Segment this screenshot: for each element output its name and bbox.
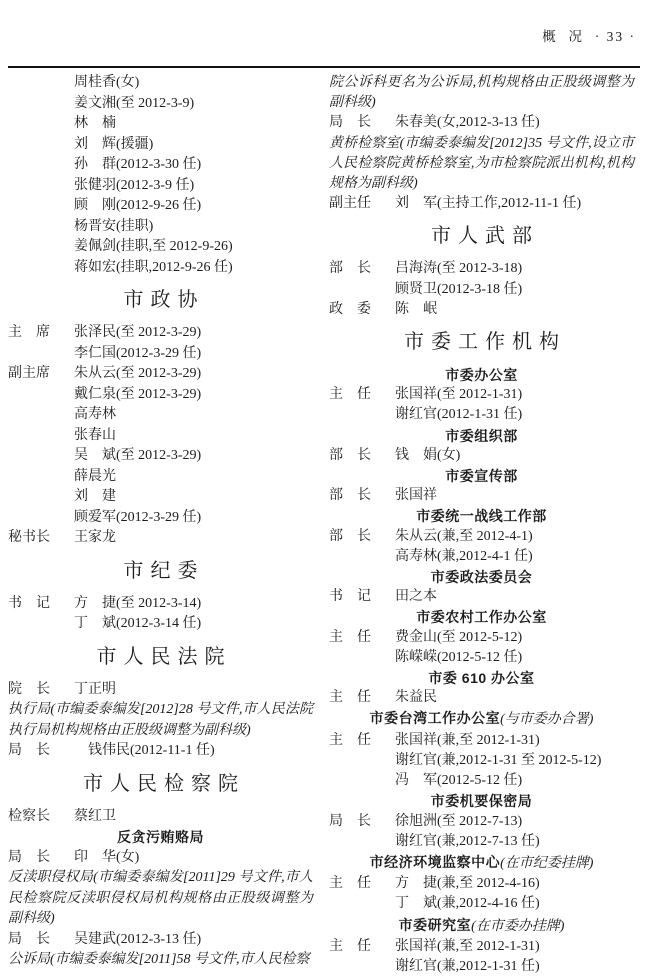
person-name: 朱春美(女,2012-3-13 任) bbox=[395, 115, 540, 131]
position-entry bbox=[8, 680, 313, 701]
position-entry bbox=[329, 113, 634, 133]
continuation-line bbox=[8, 405, 313, 426]
name-line bbox=[8, 196, 313, 217]
person-name: 顾爱军(2012-3-29 任) bbox=[74, 509, 202, 525]
section-title: 概 况 bbox=[542, 29, 584, 44]
continuation-line bbox=[8, 487, 313, 508]
name-line bbox=[8, 114, 313, 135]
person-name: 薛晨光 bbox=[74, 468, 116, 484]
continuation-line bbox=[8, 614, 313, 635]
subsection-heading bbox=[329, 915, 634, 937]
person-name: 丁正明 bbox=[74, 681, 116, 697]
position-label: 副主任 bbox=[329, 196, 371, 212]
position-entry bbox=[329, 688, 634, 708]
subsection-heading bbox=[329, 466, 634, 486]
subsection-heading bbox=[329, 365, 634, 385]
person-name: 高寿林 bbox=[74, 407, 116, 422]
position-label: 部 长 bbox=[329, 528, 371, 544]
person-name: 张国祥(兼,至 2012-1-31) bbox=[395, 732, 540, 748]
continuation-line bbox=[8, 467, 313, 488]
person-name: 钱 娟(女) bbox=[395, 447, 461, 463]
subsection-heading bbox=[329, 791, 634, 811]
person-name: 冯 军(2012-5-12 任) bbox=[395, 773, 523, 789]
name-line bbox=[8, 258, 313, 279]
position-label: 部 长 bbox=[329, 261, 371, 277]
person-name: 谢红官(兼,2012-1-31 至 2012-5-12) bbox=[395, 752, 602, 768]
org-note: 院公诉科更名为公诉局,机构规格由正股级调整为副科级) bbox=[329, 75, 634, 111]
continuation-line bbox=[329, 405, 634, 425]
person-name: 刘 辉(援疆) bbox=[74, 136, 154, 152]
person-name: 张健羽(2012-3-9 任) bbox=[74, 177, 195, 193]
continuation-line bbox=[8, 426, 313, 447]
name-line bbox=[8, 237, 313, 258]
person-name: 朱益民 bbox=[395, 690, 437, 706]
position-label: 政 委 bbox=[329, 301, 371, 317]
left-column bbox=[8, 73, 313, 977]
person-name: 陈嵘嵘(2012-5-12 任) bbox=[395, 649, 523, 665]
position-label: 局 长 bbox=[329, 813, 371, 829]
org-note: 公诉局(市编委泰编发[2011]58 号文件,市人民检察 bbox=[8, 952, 310, 967]
person-name: 杨晋安(挂职) bbox=[74, 218, 154, 234]
subsection-heading bbox=[329, 567, 634, 587]
continuation-line bbox=[329, 771, 634, 791]
person-name: 顾贤卫(2012-3-18 任) bbox=[395, 281, 523, 297]
position-label: 部 长 bbox=[329, 447, 371, 463]
person-name: 钱伟民(2012-11-1 任) bbox=[74, 743, 215, 758]
subsection-heading bbox=[329, 708, 634, 730]
position-label: 院 长 bbox=[8, 681, 50, 697]
person-name: 张国祥 bbox=[395, 488, 437, 504]
name-line bbox=[8, 176, 313, 197]
subsection-title: 市经济环境监察中心 bbox=[369, 853, 501, 870]
continuation-line bbox=[8, 385, 313, 406]
continuation-line bbox=[8, 446, 313, 467]
position-entry bbox=[329, 874, 634, 894]
continuation-line bbox=[8, 344, 313, 365]
position-label: 秘书长 bbox=[8, 530, 50, 545]
subsection-title: 市委研究室 bbox=[398, 916, 472, 933]
person-name: 吴建武(2012-3-13 任) bbox=[74, 931, 202, 947]
section-heading: 市人民检察院 bbox=[83, 772, 245, 795]
subsection-heading bbox=[329, 852, 634, 874]
right-column bbox=[329, 73, 634, 977]
position-entry bbox=[329, 628, 634, 648]
position-label: 局 长 bbox=[329, 115, 371, 131]
person-name: 谢红官(兼,2012-1-31 任) bbox=[395, 958, 540, 974]
name-line bbox=[8, 94, 313, 115]
person-name: 刘 建 bbox=[74, 489, 116, 504]
page-number: · 33 · bbox=[594, 29, 636, 44]
position-entry bbox=[8, 528, 313, 549]
position-entry bbox=[329, 731, 634, 751]
person-name: 蒋如宏(挂职,2012-9-26 任) bbox=[74, 259, 233, 275]
subsection-heading bbox=[329, 426, 634, 446]
position-entry bbox=[329, 527, 634, 547]
person-name: 张国祥(兼,至 2012-1-31) bbox=[395, 938, 540, 954]
position-label: 主 任 bbox=[329, 732, 371, 748]
position-label: 主 任 bbox=[329, 876, 371, 892]
position-entry bbox=[329, 937, 634, 957]
person-name: 方 捷(兼,至 2012-4-16) bbox=[395, 876, 540, 892]
position-entry bbox=[329, 194, 634, 214]
person-name: 丁 斌(2012-3-14 任) bbox=[74, 616, 202, 631]
position-entry bbox=[329, 587, 634, 607]
person-name: 蔡红卫 bbox=[74, 808, 116, 824]
name-line bbox=[8, 73, 313, 94]
position-label: 主 任 bbox=[329, 629, 371, 645]
person-name: 朱从云(至 2012-3-29) bbox=[74, 366, 202, 381]
position-label: 主 任 bbox=[329, 938, 371, 954]
subsection-heading bbox=[329, 506, 634, 526]
running-head bbox=[8, 9, 640, 61]
person-name: 姜文湘(至 2012-3-9) bbox=[74, 95, 195, 111]
position-entry bbox=[8, 930, 313, 951]
person-name: 费金山(至 2012-5-12) bbox=[395, 629, 523, 645]
section-heading: 市人民法院 bbox=[96, 645, 232, 668]
position-label: 主 席 bbox=[8, 325, 50, 340]
person-name: 刘 军(主持工作,2012-11-1 任) bbox=[395, 196, 582, 212]
person-name: 吴 斌(至 2012-3-29) bbox=[74, 448, 202, 463]
name-line bbox=[8, 155, 313, 176]
person-name: 林 楠 bbox=[74, 116, 116, 131]
person-name: 高寿林(兼,2012-4-1 任) bbox=[395, 548, 533, 564]
continuation-line bbox=[329, 832, 634, 852]
position-label: 局 长 bbox=[8, 849, 50, 865]
position-label: 部 长 bbox=[329, 488, 371, 504]
person-name: 李仁国(2012-3-29 任) bbox=[74, 345, 202, 361]
person-name: 张春山 bbox=[74, 427, 116, 443]
person-name: 田之本 bbox=[395, 589, 437, 605]
position-entry bbox=[329, 300, 634, 320]
org-note: 反渎职侵权局(市编委泰编发[2011]29 号文件,市人民检察院反渎职侵权局机构规格由正股级调整为副科级) bbox=[8, 870, 313, 926]
person-name: 顾 刚(2012-9-26 任) bbox=[74, 198, 202, 213]
person-name: 谢红官(兼,2012-7-13 任) bbox=[395, 833, 540, 849]
subsection-title: 市委台湾工作办公室 bbox=[369, 710, 501, 727]
section-heading: 市人武部 bbox=[431, 225, 539, 248]
position-entry bbox=[329, 446, 634, 466]
continuation-line bbox=[329, 547, 634, 567]
subsection-title: 市委组织部 bbox=[445, 427, 518, 444]
position-label: 副主席 bbox=[8, 366, 50, 381]
subsection-title: 市委统一战线工作部 bbox=[416, 508, 547, 525]
position-entry bbox=[329, 486, 634, 506]
section-heading: 市纪委 bbox=[123, 559, 205, 582]
position-label: 书 记 bbox=[8, 595, 50, 611]
subsection-title: 市委 610 办公室 bbox=[428, 670, 535, 687]
org-note: 执行局(市编委泰编发[2012]28 号文件,市人民法院执行局机构规格由正股级调整为副科级) bbox=[8, 702, 313, 738]
position-entry bbox=[8, 741, 313, 762]
name-line bbox=[8, 135, 313, 156]
subsection-title: 市委农村工作办公室 bbox=[416, 609, 547, 626]
subsection-note: (在市纪委挂牌) bbox=[500, 855, 594, 871]
section-heading: 市政协 bbox=[123, 289, 205, 311]
person-name: 印 华(女) bbox=[74, 849, 140, 865]
position-label: 局 长 bbox=[8, 743, 50, 758]
subsection-title: 市委办公室 bbox=[445, 367, 518, 384]
subsection-title: 市委机要保密局 bbox=[430, 793, 533, 810]
page-header bbox=[0, 0, 650, 68]
person-name: 姜佩剑(挂职,至 2012-9-26) bbox=[74, 239, 233, 254]
person-name: 张泽民(至 2012-3-29) bbox=[74, 325, 202, 340]
person-name: 吕海涛(至 2012-3-18) bbox=[395, 261, 523, 277]
position-entry bbox=[329, 385, 634, 405]
position-label: 检察长 bbox=[8, 808, 50, 824]
two-column-body bbox=[0, 68, 650, 977]
name-line bbox=[8, 217, 313, 238]
person-name: 徐旭洲(至 2012-7-13) bbox=[395, 813, 523, 829]
subsection-title: 市委宣传部 bbox=[445, 468, 518, 485]
person-name: 王家龙 bbox=[74, 530, 116, 545]
subsection-heading bbox=[329, 607, 634, 627]
position-entry bbox=[8, 807, 313, 828]
org-note: 黄桥检察室(市编委泰编发[2012]35 号文件,设立市人民检察院黄桥检察室,为市检察院派出机构,机构规格为副科级) bbox=[329, 135, 634, 192]
running-head-gap bbox=[584, 29, 595, 44]
subsection-note: (在市委办挂牌) bbox=[471, 918, 565, 934]
position-entry bbox=[8, 594, 313, 615]
person-name: 丁 斌(兼,2012-4-16 任) bbox=[395, 896, 540, 912]
person-name: 陈 岷 bbox=[395, 301, 437, 317]
person-name: 周桂香(女) bbox=[74, 75, 140, 90]
person-name: 孙 群(2012-3-30 任) bbox=[74, 157, 202, 172]
position-label: 局 长 bbox=[8, 931, 50, 947]
position-entry bbox=[8, 323, 313, 344]
person-name: 朱从云(兼,至 2012-4-1) bbox=[395, 528, 533, 544]
section-heading: 市委工作机构 bbox=[404, 331, 566, 354]
continuation-line bbox=[329, 751, 634, 771]
position-entry bbox=[329, 812, 634, 832]
continuation-line bbox=[329, 280, 634, 300]
position-entry bbox=[8, 848, 313, 869]
position-label: 书 记 bbox=[329, 589, 371, 605]
continuation-line bbox=[329, 894, 634, 914]
continuation-line bbox=[329, 957, 634, 977]
person-name: 谢红官(2012-1-31 任) bbox=[395, 407, 523, 423]
continuation-line bbox=[329, 648, 634, 668]
continuation-line bbox=[8, 508, 313, 529]
position-entry bbox=[329, 259, 634, 279]
position-label: 主 任 bbox=[329, 387, 371, 403]
person-name: 方 捷(至 2012-3-14) bbox=[74, 595, 202, 611]
position-label: 主 任 bbox=[329, 690, 371, 706]
subsection-note: (与市委办合署) bbox=[500, 712, 594, 728]
person-name: 戴仁泉(至 2012-3-29) bbox=[74, 386, 202, 402]
subsection-title: 市委政法委员会 bbox=[430, 569, 533, 586]
position-entry bbox=[8, 364, 313, 385]
subsection-heading bbox=[329, 668, 634, 688]
subsection-heading bbox=[8, 827, 313, 848]
subsection-title: 反贪污贿赂局 bbox=[117, 829, 204, 845]
person-name: 张国祥(至 2012-1-31) bbox=[395, 387, 523, 403]
